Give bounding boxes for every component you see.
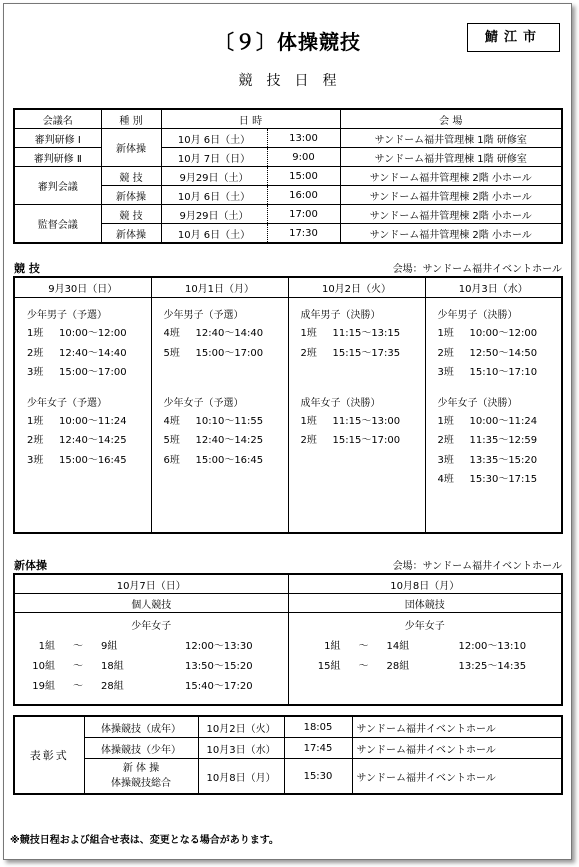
meetings-header-row xyxy=(14,109,562,129)
schedule-page xyxy=(3,3,572,860)
meeting-date: 10月 6日（土） xyxy=(161,186,267,205)
squad-label: 2班 xyxy=(27,347,44,359)
competition-day-cell xyxy=(288,298,425,534)
awards-table xyxy=(13,715,563,795)
squad-time: 10:00～11:24 xyxy=(469,415,538,427)
rhythmic-label: 新体操 xyxy=(14,559,47,572)
event-group-title: 少年男子（決勝） xyxy=(437,310,518,321)
meeting-type: 新体操 xyxy=(101,224,161,244)
list-item xyxy=(289,637,562,657)
list-item xyxy=(301,431,425,451)
squad-label: 2班 xyxy=(437,347,454,359)
competition-venue: 会場：サンドーム福井イベントホール xyxy=(392,264,562,275)
award-venue: サンドーム福井イベントホール xyxy=(352,716,562,738)
rhythmic-body-row xyxy=(14,613,562,706)
squad-time: 10:00～11:24 xyxy=(59,415,127,427)
award-venue: サンドーム福井イベントホール xyxy=(352,738,562,759)
event-group-title: 少年女子（予選） xyxy=(163,397,244,409)
competition-day-date: 10月3日（水） xyxy=(425,277,562,298)
squad-time: 10:10～11:55 xyxy=(195,415,264,427)
squad-time: 12:40～14:25 xyxy=(195,435,264,446)
award-date: 10月8日（月） xyxy=(198,759,284,795)
competition-table xyxy=(13,276,563,534)
list-item xyxy=(164,324,288,344)
list-item xyxy=(301,324,425,344)
award-time: 18:05 xyxy=(284,716,352,738)
meetings-header-venue: 会 場 xyxy=(340,109,562,129)
page-subtitle: 競技日程 xyxy=(238,73,351,89)
list-item xyxy=(27,324,151,344)
squad-time: 15:30～17:15 xyxy=(469,474,538,485)
squad-time: 15:00～16:45 xyxy=(195,454,264,466)
squad-label: 2班 xyxy=(300,435,317,446)
meeting-venue: サンドーム福井管理棟 2階 小ホール xyxy=(340,205,562,224)
squad-time: 11:35～12:59 xyxy=(469,435,538,446)
squad-label: 1班 xyxy=(300,415,317,427)
meetings-header-type: 種 別 xyxy=(101,109,161,129)
meeting-time: 13:00 xyxy=(267,129,340,148)
list-item xyxy=(27,412,151,432)
table-row xyxy=(14,148,562,167)
event-group xyxy=(438,306,562,383)
meeting-date: 9月29日（土） xyxy=(161,205,267,224)
list-item xyxy=(438,451,562,471)
squad-time: 11:15～13:15 xyxy=(332,328,401,339)
squad-time: 15:10～17:10 xyxy=(469,367,538,378)
group-time: 12:00～13:30 xyxy=(185,641,253,652)
meeting-time: 9:00 xyxy=(267,148,340,167)
meeting-date: 10月 7日（日） xyxy=(161,148,267,167)
squad-time: 10:00～12:00 xyxy=(59,328,127,339)
meeting-name: 審判会議 xyxy=(14,167,101,205)
event-group-title: 成年女子（決勝） xyxy=(300,397,381,409)
squad-label: 3班 xyxy=(437,367,454,378)
rhythmic-event-row xyxy=(14,594,562,613)
award-event: 体操競技（成年） xyxy=(84,716,198,738)
group-end: 28組 xyxy=(386,661,410,672)
list-item xyxy=(438,470,562,490)
list-item xyxy=(27,451,151,471)
group-time: 15:40～17:20 xyxy=(185,681,253,692)
page-title: 〔９〕体操競技 xyxy=(214,30,361,54)
competition-day-date: 10月2日（火） xyxy=(288,277,425,298)
table-row xyxy=(14,759,562,795)
meeting-name: 審判研修 Ⅱ xyxy=(14,148,101,167)
meeting-venue: サンドーム福井管理棟 2階 小ホール xyxy=(340,186,562,205)
award-time: 17:45 xyxy=(284,738,352,759)
squad-label: 3班 xyxy=(27,367,44,378)
list-item xyxy=(164,431,288,451)
list-item xyxy=(301,344,425,364)
squad-time: 15:00～17:00 xyxy=(59,367,127,378)
list-item xyxy=(301,412,425,432)
award-venue: サンドーム福井イベントホール xyxy=(352,759,562,795)
meeting-time: 17:00 xyxy=(267,205,340,224)
list-item xyxy=(15,657,288,677)
competition-header-row xyxy=(14,277,562,298)
squad-label: 2班 xyxy=(300,347,317,359)
squad-time: 15:00～16:45 xyxy=(59,454,127,466)
squad-time: 15:15～17:35 xyxy=(332,347,401,359)
rhythmic-day-date: 10月7日（日） xyxy=(14,574,288,594)
group-end: 9組 xyxy=(101,641,118,652)
table-row xyxy=(14,167,562,186)
range-separator: ～ xyxy=(73,681,83,692)
squad-time: 15:15～17:00 xyxy=(332,435,401,446)
event-group xyxy=(438,394,562,490)
award-event: 体操競技（少年） xyxy=(84,738,198,759)
rhythmic-day-cell xyxy=(288,613,562,706)
table-row xyxy=(14,716,562,738)
group-end: 28組 xyxy=(101,681,124,692)
list-item xyxy=(289,657,562,677)
meeting-venue: サンドーム福井管理棟 1階 研修室 xyxy=(340,148,562,167)
list-item xyxy=(438,324,562,344)
list-item xyxy=(27,431,151,451)
table-row xyxy=(14,205,562,224)
squad-label: 3班 xyxy=(437,454,454,466)
meeting-type: 新体操 xyxy=(101,129,161,167)
competition-day-date: 9月30日（日） xyxy=(14,277,151,298)
award-event-line2: 体操競技総合 xyxy=(111,778,171,789)
list-item xyxy=(164,451,288,471)
competition-day-date: 10月1日（月） xyxy=(151,277,288,298)
squad-time: 15:00～17:00 xyxy=(195,347,264,359)
meeting-venue: サンドーム福井管理棟 2階 小ホール xyxy=(340,167,562,186)
event-group xyxy=(27,306,151,383)
squad-label: 3班 xyxy=(27,454,44,466)
rhythmic-category: 少年女子 xyxy=(404,621,445,632)
event-group xyxy=(301,394,425,451)
meeting-type: 新体操 xyxy=(101,186,161,205)
list-item xyxy=(438,431,562,451)
meeting-date: 10月 6日（土） xyxy=(161,129,267,148)
list-item xyxy=(15,677,288,697)
range-separator: ～ xyxy=(358,661,369,672)
group-start: 1組 xyxy=(324,641,341,652)
award-event-line1: 新 体 操 xyxy=(122,763,160,774)
table-row xyxy=(14,738,562,759)
competition-label: 競 技 xyxy=(14,262,40,275)
squad-label: 4班 xyxy=(437,474,454,485)
event-group-title: 少年女子（予選） xyxy=(27,397,107,409)
group-time: 13:25～14:35 xyxy=(458,661,527,672)
rhythmic-event: 個人競技 xyxy=(14,594,288,613)
range-separator: ～ xyxy=(358,641,369,652)
competition-day-cell xyxy=(151,298,288,534)
list-item xyxy=(164,412,288,432)
meeting-name: 監督会議 xyxy=(14,205,101,244)
list-item xyxy=(15,637,288,657)
list-item xyxy=(438,412,562,432)
event-group xyxy=(164,394,288,471)
table-row xyxy=(14,129,562,148)
range-separator: ～ xyxy=(73,641,83,652)
meeting-time: 17:30 xyxy=(267,224,340,244)
meeting-type: 競 技 xyxy=(101,205,161,224)
group-time: 13:50～15:20 xyxy=(185,661,253,672)
meetings-header-name: 会議名 xyxy=(14,109,101,129)
range-separator: ～ xyxy=(73,661,83,672)
awards-label: 表彰式 xyxy=(14,716,84,794)
footnote: ※競技日程および組合せ表は、変更となる場合があります。 xyxy=(10,835,279,846)
squad-label: 1班 xyxy=(437,415,454,427)
group-start: 1組 xyxy=(38,641,55,652)
meeting-venue: サンドーム福井管理棟 2階 小ホール xyxy=(340,224,562,244)
squad-time: 12:40～14:40 xyxy=(59,347,127,359)
city-box: 鯖江市 xyxy=(467,23,560,52)
squad-label: 6班 xyxy=(163,454,180,466)
meeting-venue: サンドーム福井管理棟 1階 研修室 xyxy=(340,129,562,148)
squad-time: 10:00～12:00 xyxy=(469,328,538,339)
squad-label: 5班 xyxy=(163,347,180,359)
squad-label: 4班 xyxy=(163,415,180,427)
event-group xyxy=(27,394,151,471)
squad-label: 2班 xyxy=(27,435,44,446)
meeting-date: 10月 6日（土） xyxy=(161,224,267,244)
group-end: 14組 xyxy=(386,641,410,652)
squad-time: 12:40～14:40 xyxy=(195,328,264,339)
rhythmic-day-date: 10月8日（月） xyxy=(288,574,562,594)
squad-label: 1班 xyxy=(27,415,44,427)
award-date: 10月2日（火） xyxy=(198,716,284,738)
list-item xyxy=(438,344,562,364)
group-start: 19組 xyxy=(32,681,55,692)
list-item xyxy=(27,344,151,364)
rhythmic-table xyxy=(13,573,563,706)
event-group-title: 少年男子（予選） xyxy=(163,310,244,321)
rhythmic-day-cell xyxy=(14,613,288,706)
event-group xyxy=(301,306,425,383)
meetings-header-datetime: 日 時 xyxy=(161,109,340,129)
squad-label: 4班 xyxy=(163,328,180,339)
squad-label: 2班 xyxy=(437,435,454,446)
rhythmic-category: 少年女子 xyxy=(131,621,172,632)
squad-label: 1班 xyxy=(300,328,317,339)
list-item xyxy=(27,363,151,383)
event-group-title: 成年男子（決勝） xyxy=(300,310,381,321)
event-group-title: 少年男子（予選） xyxy=(27,310,107,321)
squad-label: 1班 xyxy=(437,328,454,339)
meeting-time: 15:00 xyxy=(267,167,340,186)
award-event-cell xyxy=(84,759,198,795)
rhythmic-event: 団体競技 xyxy=(288,594,562,613)
event-group xyxy=(164,306,288,383)
rhythmic-date-row xyxy=(14,574,562,594)
meeting-time: 16:00 xyxy=(267,186,340,205)
meeting-type: 競 技 xyxy=(101,167,161,186)
list-item xyxy=(438,363,562,383)
rhythmic-venue: 会場：サンドーム福井イベントホール xyxy=(392,561,562,572)
group-end: 18組 xyxy=(101,661,124,672)
group-start: 10組 xyxy=(32,661,55,672)
competition-body-row xyxy=(14,298,562,534)
list-item xyxy=(164,344,288,364)
award-time: 15:30 xyxy=(284,759,352,795)
squad-time: 12:40～14:25 xyxy=(59,435,127,446)
competition-day-cell xyxy=(425,298,562,534)
squad-time: 13:35～15:20 xyxy=(469,454,538,466)
squad-time: 11:15～13:00 xyxy=(332,415,401,427)
meeting-name: 審判研修 Ⅰ xyxy=(14,129,101,148)
squad-time: 12:50～14:50 xyxy=(469,347,538,359)
group-start: 15組 xyxy=(317,661,341,672)
event-group-title: 少年女子（決勝） xyxy=(437,397,518,409)
competition-day-cell xyxy=(14,298,151,534)
squad-label: 5班 xyxy=(163,435,180,446)
meeting-date: 9月29日（土） xyxy=(161,167,267,186)
group-time: 12:00～13:10 xyxy=(458,641,527,652)
meetings-table xyxy=(13,108,563,244)
squad-label: 1班 xyxy=(27,328,44,339)
award-date: 10月3日（水） xyxy=(198,738,284,759)
